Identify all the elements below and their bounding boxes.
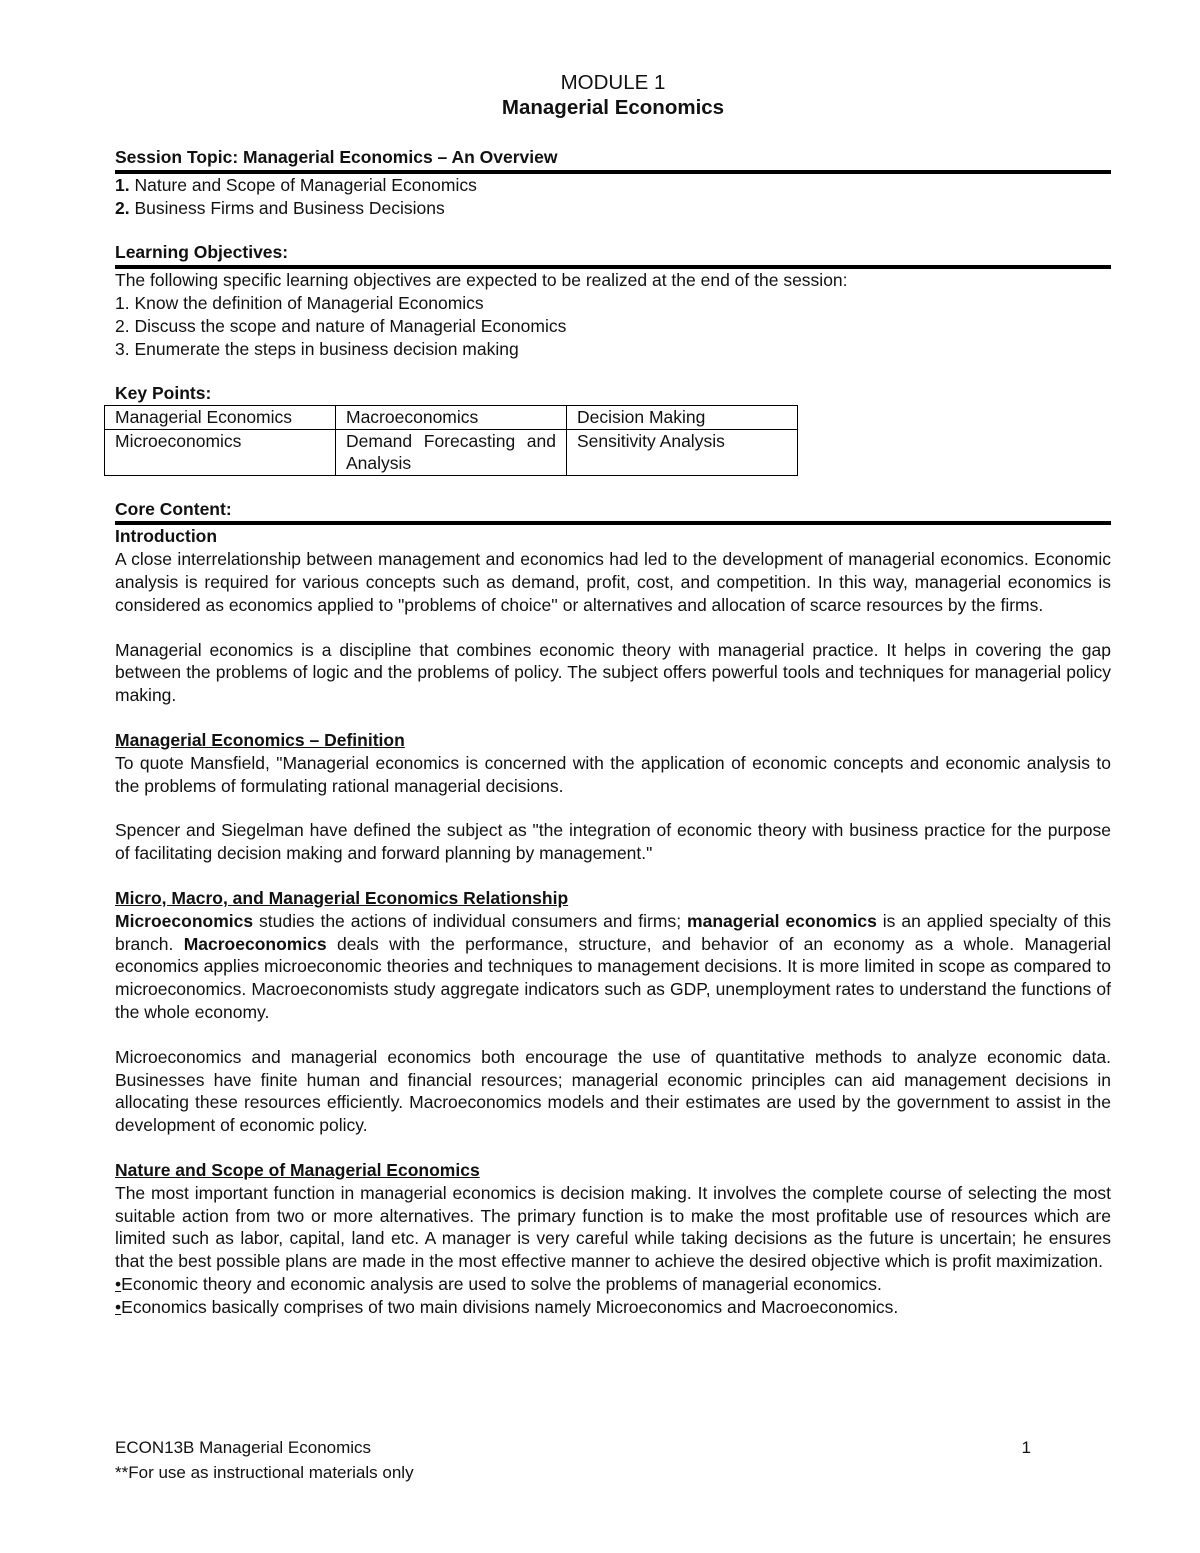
bullet-text: Economic theory and economic analysis are used to solve the problems of managerial economics. <box>121 1273 882 1294</box>
objective-item: 1. Know the definition of Managerial Economics <box>115 292 484 313</box>
topic-number: 2. <box>115 197 130 218</box>
table-row <box>105 429 798 475</box>
paragraph-text: studies the actions of individual consumers and firms; <box>253 910 688 931</box>
bullet-icon: • <box>115 1296 122 1317</box>
session-topic-heading: Session Topic: Managerial Economics – An Overview <box>115 146 1111 174</box>
page-footer <box>115 1435 1031 1485</box>
relationship-paragraph <box>115 910 1111 1024</box>
introduction-paragraph: A close interrelationship between management and economics had led to the development of managerial economics. Economic analysis is required for various concepts such as demand, profit, cost, and competition. In this way, managerial economics is considered as economics applied to "problems of choice'' or alternatives and allocation of scarce resources by the firms. <box>115 549 1111 615</box>
paragraph-text: deals with the performance, structure, and behavior of an economy as a whole. Managerial economics applies microeconomic theories and techniques to management decisions. It is more limited in scope as compared to microeconomics. Macroeconomists study aggregate indicators such as GDP, unemployment rates to understand the functions of the whole economy. <box>115 933 1112 1023</box>
relationship-paragraph: Microeconomics and managerial economics both encourage the use of quantitative methods to analyze economic data. Businesses have finite human and financial resources; managerial economic principles can aid management decisions in allocating these resources efficiently. Macroeconomics models and their estimates are used by the government to assist in the development of economic policy. <box>115 1046 1111 1136</box>
objective-item: 2. Discuss the scope and nature of Managerial Economics <box>115 315 567 336</box>
bullet-icon: • <box>115 1273 122 1294</box>
table-cell: Sensitivity Analysis <box>567 429 798 475</box>
page-number: 1 <box>1021 1438 1031 1457</box>
objective-item: 3. Enumerate the steps in business decision making <box>115 338 519 359</box>
term-bold: managerial economics <box>687 910 877 931</box>
topic-text: Nature and Scope of Managerial Economics <box>129 174 477 195</box>
term-bold: Microeconomics <box>115 910 254 931</box>
scope-paragraph: The most important function in managerial economics is decision making. It involves the complete course of selecting the most suitable action from two or more alternatives. The primary function is to make the most profitable use of resources which are limited such as labor, capital, land etc. A manager is very careful while taking decisions as the future is uncertain; he ensures that the best possible plans are made in the most effective manner to achieve the desired objective which is profit maximization. <box>115 1182 1111 1272</box>
page-content <box>115 70 1111 1319</box>
session-topic-2 <box>115 197 1111 220</box>
introduction-heading: Introduction <box>115 526 218 547</box>
table-cell: Managerial Economics <box>105 406 336 430</box>
definition-paragraph: Spencer and Siegelman have defined the subject as "the integration of economic theory with business practice for the purpose of facilitating decision making and forward planning by management." <box>115 820 1111 864</box>
learning-objectives-heading: Learning Objectives: <box>115 241 1111 269</box>
table-cell: Microeconomics <box>105 429 336 475</box>
paragraph-text: is an applied specialty of this branch. <box>115 910 1111 954</box>
table-cell: Demand Forecasting and Analysis <box>336 429 567 475</box>
module-number: MODULE 1 <box>560 71 666 94</box>
key-points-heading: Key Points: <box>115 383 212 404</box>
footer-note: **For use as instructional materials only <box>115 1463 414 1482</box>
course-title: Managerial Economics <box>501 96 725 119</box>
relationship-heading: Micro, Macro, and Managerial Economics Relationship <box>115 888 569 909</box>
bullet-item <box>115 1273 1111 1296</box>
topic-number: 1. <box>115 174 130 195</box>
core-content-heading: Core Content: <box>115 498 1111 526</box>
scope-heading: Nature and Scope of Managerial Economics <box>115 1160 480 1180</box>
introduction-paragraph: Managerial economics is a discipline that combines economic theory with managerial practice. It helps in covering the gap between the problems of logic and the problems of policy. The subject offers powerful tools and techniques for managerial policy making. <box>115 639 1111 706</box>
session-topic-1 <box>115 174 1111 197</box>
term-bold: Macroeconomics <box>183 933 327 954</box>
bullet-text: Economics basically comprises of two main divisions namely Microeconomics and Macroeconomics. <box>121 1296 899 1317</box>
bullet-item <box>115 1296 1111 1319</box>
table-row <box>105 406 798 430</box>
table-cell: Macroeconomics <box>336 406 567 430</box>
table-cell: Decision Making <box>567 406 798 430</box>
key-points-table <box>104 405 798 476</box>
definition-heading: Managerial Economics – Definition <box>115 730 405 751</box>
footer-course: ECON13B Managerial Economics <box>115 1438 372 1457</box>
definition-paragraph: To quote Mansfield, "Managerial economics is concerned with the application of economic concepts and economic analysis to the problems of formulating rational managerial decisions. <box>115 752 1111 796</box>
topic-text: Business Firms and Business Decisions <box>129 197 445 218</box>
objectives-intro: The following specific learning objectives are expected to be realized at the end of the session: <box>115 270 848 291</box>
